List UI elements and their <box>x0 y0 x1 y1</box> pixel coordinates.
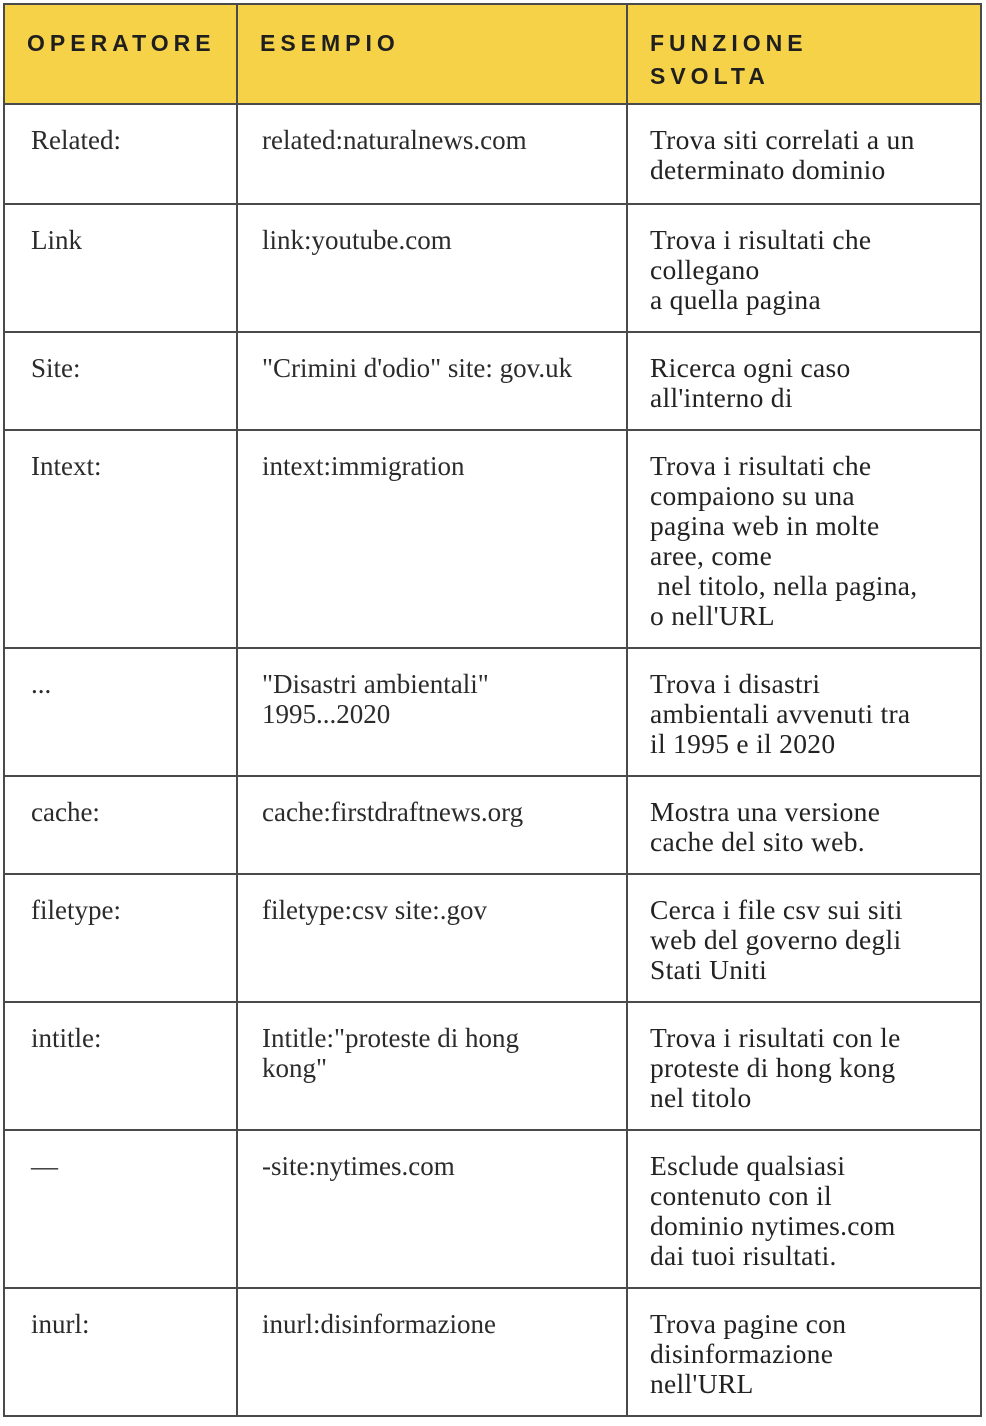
table-row <box>4 430 981 648</box>
funzione-text-line: dominio nytimes.com <box>650 1210 896 1241</box>
funzione-cell <box>627 430 981 648</box>
operatore-text: Related: <box>31 125 121 155</box>
header-row <box>4 4 981 104</box>
funzione-cell <box>627 1130 981 1288</box>
search-operators-table <box>3 3 982 1417</box>
esempio-cell <box>237 104 627 204</box>
funzione-text-line: proteste di hong kong <box>650 1052 896 1083</box>
funzione-text-line: all'interno di <box>650 382 793 413</box>
funzione-text-line: Trova i risultati con le <box>650 1022 901 1053</box>
operatore-cell <box>4 104 237 204</box>
funzione-text-line: dai tuoi risultati. <box>650 1240 837 1271</box>
table-row <box>4 1288 981 1416</box>
funzione-text-line: contenuto con il <box>650 1180 832 1211</box>
header-operatore-label: OPERATORE <box>27 30 216 56</box>
table-row <box>4 648 981 776</box>
funzione-cell <box>627 874 981 1002</box>
funzione-cell <box>627 776 981 874</box>
esempio-cell <box>237 1130 627 1288</box>
header-funzione-line2: SVOLTA <box>650 63 770 89</box>
esempio-text-line: link:youtube.com <box>262 225 452 255</box>
operatore-text: cache: <box>31 797 100 827</box>
funzione-text-line: nel titolo, nella pagina, <box>650 570 918 601</box>
operatore-cell <box>4 776 237 874</box>
esempio-text-line: cache:firstdraftnews.org <box>262 797 524 827</box>
operatore-cell <box>4 1288 237 1416</box>
esempio-text-line: "Crimini d'odio" site: gov.uk <box>262 353 573 383</box>
esempio-text-line: related:naturalnews.com <box>262 125 527 155</box>
funzione-text-line: Trova i risultati che <box>650 450 872 481</box>
operatore-text: inurl: <box>31 1309 90 1339</box>
funzione-text-line: a quella pagina <box>650 284 821 315</box>
header-esempio-label: ESEMPIO <box>260 30 400 56</box>
table-row <box>4 1130 981 1288</box>
esempio-cell <box>237 430 627 648</box>
esempio-cell <box>237 204 627 332</box>
operatore-text: Intext: <box>31 451 102 481</box>
funzione-text-line: aree, come <box>650 540 773 571</box>
esempio-cell <box>237 332 627 430</box>
funzione-text-line: Trova siti correlati a un <box>650 124 915 155</box>
operatore-cell <box>4 1002 237 1130</box>
funzione-cell <box>627 104 981 204</box>
table-row <box>4 1002 981 1130</box>
funzione-text-line: Ricerca ogni caso <box>650 352 851 383</box>
esempio-text-line: "Disastri ambientali" <box>262 669 489 699</box>
funzione-text-line: nell'URL <box>650 1368 754 1399</box>
table-body <box>4 104 981 1416</box>
funzione-text-line: determinato dominio <box>650 154 886 185</box>
funzione-text-line: Cerca i file csv sui siti <box>650 894 903 925</box>
operatore-cell <box>4 332 237 430</box>
funzione-text-line: nel titolo <box>650 1082 752 1113</box>
table-row <box>4 332 981 430</box>
funzione-text-line: Stati Uniti <box>650 954 768 985</box>
funzione-cell <box>627 204 981 332</box>
funzione-text-line: Trova i risultati che <box>650 224 872 255</box>
table-row <box>4 776 981 874</box>
esempio-cell <box>237 874 627 1002</box>
funzione-text-line: cache del sito web. <box>650 826 865 857</box>
esempio-cell <box>237 776 627 874</box>
operatore-cell <box>4 874 237 1002</box>
table-row <box>4 204 981 332</box>
header-operatore <box>4 4 237 104</box>
esempio-text-line: -site:nytimes.com <box>262 1151 455 1181</box>
header-funzione-svolta <box>627 4 981 104</box>
funzione-text-line: o nell'URL <box>650 600 775 631</box>
operatore-cell <box>4 648 237 776</box>
funzione-text-line: ambientali avvenuti tra <box>650 698 911 729</box>
funzione-cell <box>627 648 981 776</box>
header-funzione-line1: FUNZIONE <box>650 30 808 56</box>
esempio-cell <box>237 1002 627 1130</box>
operatore-cell <box>4 204 237 332</box>
funzione-text-line: pagina web in molte <box>650 510 880 541</box>
funzione-cell <box>627 332 981 430</box>
operatore-text: filetype: <box>31 895 121 925</box>
esempio-text-line: 1995...2020 <box>262 699 391 729</box>
funzione-text-line: collegano <box>650 254 760 285</box>
operatore-text: intitle: <box>31 1023 102 1053</box>
operatore-text: ... <box>31 669 52 699</box>
operatore-text: — <box>31 1151 58 1181</box>
operatore-cell <box>4 430 237 648</box>
esempio-text-line: Intitle:"proteste di hong <box>262 1023 519 1053</box>
funzione-text-line: Trova pagine con <box>650 1308 847 1339</box>
funzione-text-line: il 1995 e il 2020 <box>650 728 836 759</box>
operatore-cell <box>4 1130 237 1288</box>
funzione-text-line: Mostra una versione <box>650 796 881 827</box>
esempio-cell <box>237 648 627 776</box>
esempio-text-line: kong" <box>262 1053 328 1083</box>
operatore-text: Site: <box>31 353 81 383</box>
funzione-text-line: compaiono su una <box>650 480 855 511</box>
funzione-cell <box>627 1288 981 1416</box>
funzione-text-line: web del governo degli <box>650 924 902 955</box>
esempio-text-line: inurl:disinformazione <box>262 1309 496 1339</box>
esempio-cell <box>237 1288 627 1416</box>
funzione-text-line: disinformazione <box>650 1338 834 1369</box>
funzione-cell <box>627 1002 981 1130</box>
funzione-text-line: Trova i disastri <box>650 668 821 699</box>
header-esempio <box>237 4 627 104</box>
esempio-text-line: intext:immigration <box>262 451 465 481</box>
esempio-text-line: filetype:csv site:.gov <box>262 895 487 925</box>
operatore-text: Link <box>31 225 82 255</box>
funzione-text-line: Esclude qualsiasi <box>650 1150 846 1181</box>
table-row <box>4 874 981 1002</box>
table-row <box>4 104 981 204</box>
operators-table-container <box>3 3 980 1417</box>
